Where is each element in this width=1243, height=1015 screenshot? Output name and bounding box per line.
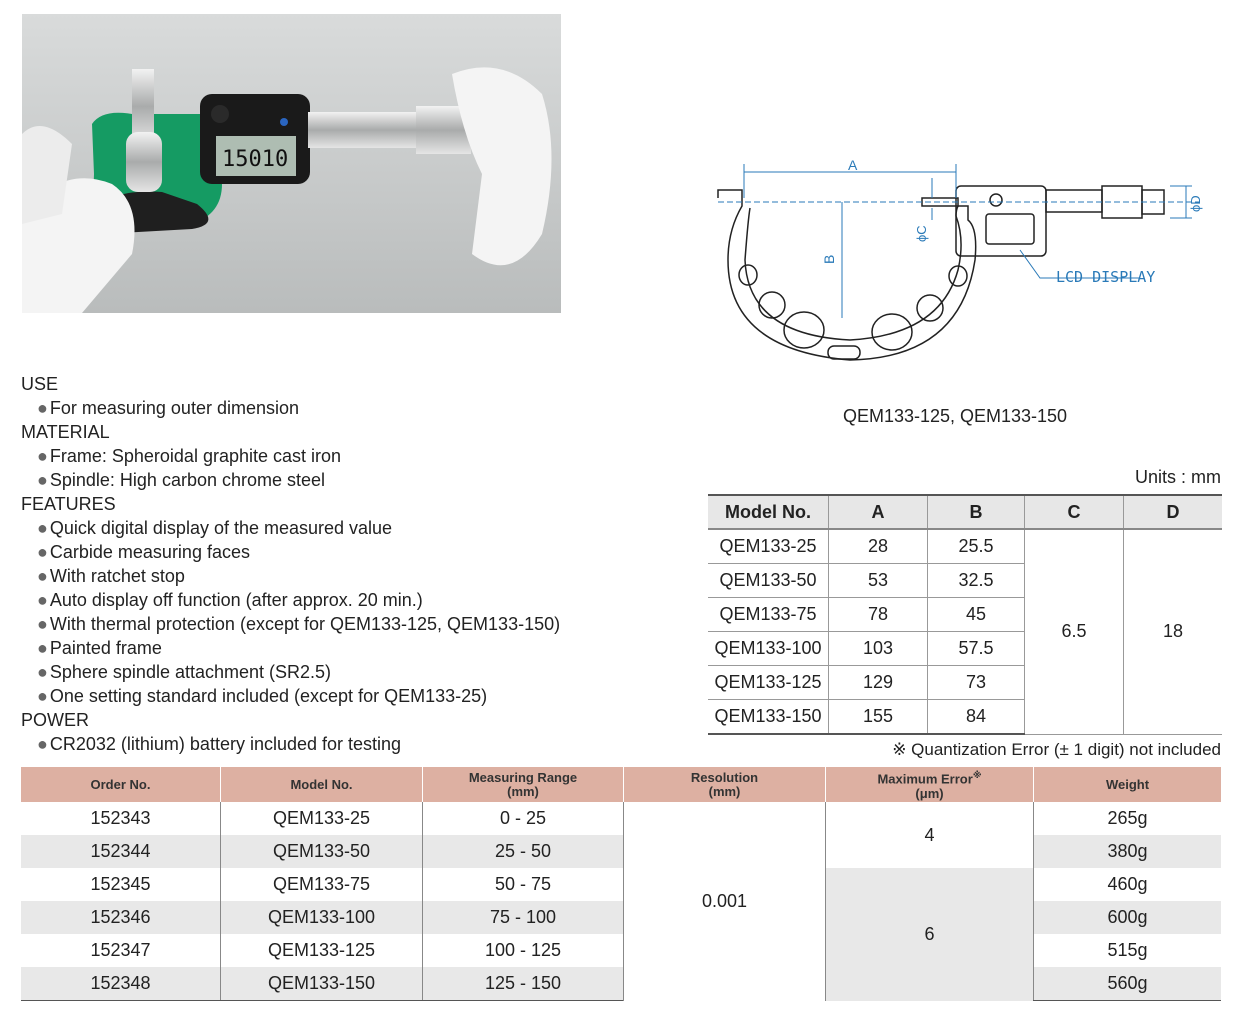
- dims-header-c: C: [1025, 495, 1124, 529]
- dims-header-d: D: [1124, 495, 1223, 529]
- lcd-display-label: LCD DISPLAY: [1056, 268, 1156, 286]
- dims-row: QEM133-100 103 57.5: [708, 632, 1222, 666]
- dims-header-model: Model No.: [708, 495, 829, 529]
- dims-c-value: 6.5: [1025, 529, 1124, 734]
- micrometer-dimension-drawing: [700, 150, 1220, 390]
- dims-row: QEM133-125 129 73: [708, 666, 1222, 700]
- dims-d-value: 18: [1124, 529, 1223, 734]
- feature-item: ● Painted frame: [37, 638, 162, 658]
- use-heading: USE: [21, 374, 59, 394]
- order-header-resolution: Resolution (mm): [624, 767, 826, 802]
- order-row: 152346 QEM133-100 75 - 100 600g: [21, 901, 1221, 934]
- feature-item: ● Carbide measuring faces: [37, 542, 250, 562]
- spec-list: [21, 372, 671, 756]
- dim-a-label: A: [848, 157, 858, 173]
- use-item: ● For measuring outer dimension: [37, 398, 299, 418]
- material-heading: MATERIAL: [21, 422, 110, 442]
- drawing-caption: QEM133-125, QEM133-150: [842, 406, 1068, 426]
- order-row: 152348 QEM133-150 125 - 150 560g: [21, 967, 1221, 1001]
- dimensions-table: [708, 494, 1222, 735]
- order-header-max-error: Maximum Error※ (μm): [826, 767, 1034, 802]
- order-header-range: Measuring Range (mm): [423, 767, 624, 802]
- dim-d-label: ϕD: [1188, 195, 1203, 212]
- max-error-group1: 4: [826, 802, 1034, 868]
- dim-c-label: ϕC: [914, 225, 929, 242]
- power-item: ● CR2032 (lithium) battery included for testing: [37, 734, 402, 754]
- order-header-order-no: Order No.: [21, 767, 221, 802]
- feature-item: ● Quick digital display of the measured value: [37, 518, 393, 538]
- quantization-note: ※ Quantization Error (± 1 digit) not included: [892, 740, 1221, 759]
- product-photo: [22, 14, 561, 313]
- material-item: ● Spindle: High carbon chrome steel: [37, 470, 326, 490]
- order-header-weight: Weight: [1034, 767, 1222, 802]
- feature-item: ● With thermal protection (except for QEM133-125, QEM133-150): [37, 614, 561, 634]
- lcd-reading: 15010: [222, 147, 289, 172]
- feature-item: ● Auto display off function (after approx. 20 min.): [37, 590, 423, 610]
- order-row: 152344 QEM133-50 25 - 50 380g: [21, 835, 1221, 868]
- max-error-group2: 6: [826, 868, 1034, 1001]
- features-heading: FEATURES: [21, 494, 116, 514]
- dim-b-label: B: [821, 254, 837, 264]
- order-table: [21, 767, 1221, 1001]
- dims-header-a: A: [829, 495, 928, 529]
- order-row: 152343 QEM133-25 0 - 25 0.001 4 265g: [21, 802, 1221, 835]
- order-row: 152347 QEM133-125 100 - 125 515g: [21, 934, 1221, 967]
- dims-header-b: B: [928, 495, 1025, 529]
- feature-item: ● With ratchet stop: [37, 566, 185, 586]
- order-row: 152345 QEM133-75 50 - 75 6 460g: [21, 868, 1221, 901]
- dims-row: QEM133-25 28 25.5 6.5 18: [708, 529, 1222, 564]
- feature-item: ● Sphere spindle attachment (SR2.5): [37, 662, 332, 682]
- material-item: ● Frame: Spheroidal graphite cast iron: [37, 446, 342, 466]
- power-heading: POWER: [21, 710, 90, 730]
- dims-row: QEM133-75 78 45: [708, 598, 1222, 632]
- resolution-value: 0.001: [624, 802, 826, 1001]
- feature-item: ● One setting standard included (except for QEM133-25): [37, 686, 488, 706]
- units-label: Units : mm: [1134, 467, 1221, 487]
- order-header-model-no: Model No.: [221, 767, 423, 802]
- dims-row: QEM133-150 155 84: [708, 700, 1222, 735]
- dims-row: QEM133-50 53 32.5: [708, 564, 1222, 598]
